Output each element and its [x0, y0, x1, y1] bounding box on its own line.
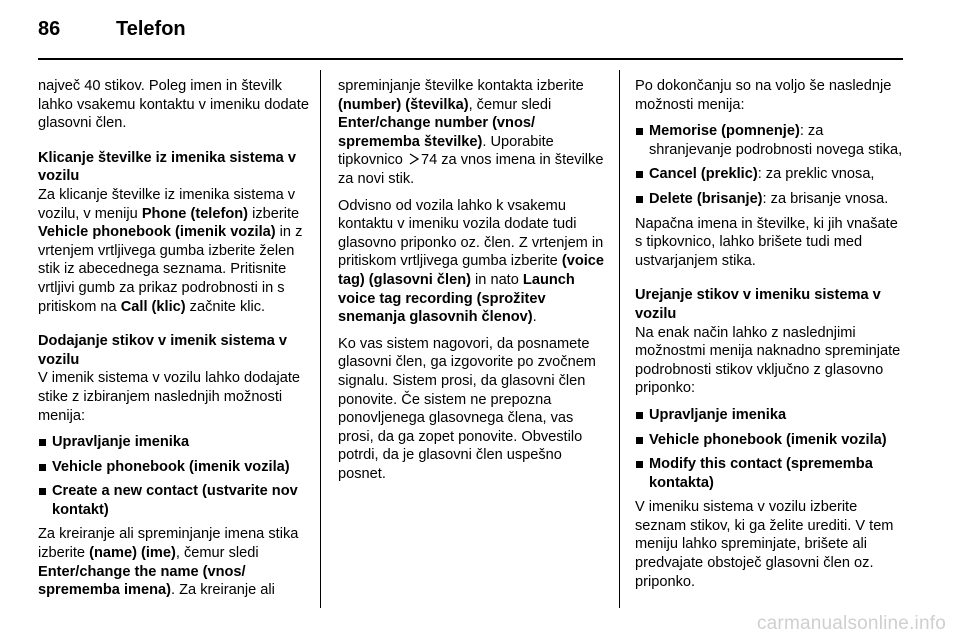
list-item: Vehicle phonebook (imenik vozila) [38, 458, 310, 477]
paragraph: Ko vas sistem nagovori, da posnamete glasovni člen, ga izgovorite po zvočnem signalu. Sistem prosi, da glasovni člen ponovite. Če sistem ne prepozna ponovljenega glasovnega člena, vas prosi, da ga zopet ponovite. Obvestilo potrdi, da je glasovni člen uspešno posnet. [338, 335, 596, 482]
list-item: Upravljanje imenika [635, 406, 907, 425]
list-item: Upravljanje imenika [38, 433, 310, 452]
menu-path-list [38, 433, 310, 519]
paragraph: Na enak način lahko z naslednjimi možnostmi menija naknadno spreminjate podrobnosti stikov vključno z glasovno priponko: [635, 324, 901, 397]
section-heading: Urejanje stikov v imeniku sistema v vozilu [635, 287, 881, 322]
paragraph: Odvisno od vozila lahko k vsakemu kontaktu v imeniku vozila dodate tudi glasovno priponko oz. člen. Z vrtenjem in pritiskom vrtljivega gumba izberite (voice tag) (glasovni člen) in nato Launch voice tag recording (sprožitev snemanja glasovnih členov). [338, 197, 605, 326]
column-1 [38, 77, 310, 608]
list-item: Cancel (preklic): za preklic vnosa, [635, 165, 907, 184]
list-item: Delete (brisanje): za brisanje vnosa. [635, 190, 907, 209]
options-list [635, 122, 907, 208]
list-item: Create a new contact (ustvarite nov kontakt) [38, 482, 310, 519]
paragraph: V imenik sistema v vozilu lahko dodajate stike z izbiranjem naslednjih možnosti menija: [38, 370, 301, 424]
paragraph: Za kreiranje ali spreminjanje imena stika izberite (name) (ime), čemur sledi Enter/change the name (vnos/ sprememba imena). Za kreiranje ali [38, 526, 299, 599]
menu-path-list [635, 406, 907, 492]
paragraph: spreminjanje številke kontakta izberite (number) (številka), čemur sledi Enter/change number (vnos/ sprememba številke). Uporabite tipkovnico 74 za vnos imena in številke za novi stik. [338, 78, 604, 187]
page-number: 86 [38, 18, 61, 40]
section-heading: Klicanje številke iz imenika sistema v vozilu [38, 149, 296, 185]
column-divider-1 [320, 70, 321, 608]
header-rule [38, 58, 903, 60]
paragraph: Napačna imena in številke, ki jih vnašate s tipkovnico, lahko brišete tudi med ustvarjanjem stika. [635, 215, 898, 269]
paragraph: največ 40 stikov. Poleg imen in številk lahko vsakemu kontaktu v imeniku dodate glasovni člen. [38, 78, 309, 132]
page-reference-arrow-icon [409, 153, 419, 165]
column-divider-2 [619, 70, 620, 608]
paragraph: Za klicanje številke iz imenika sistema v vozilu, v meniju Phone (telefon) izberite Vehicle phonebook (imenik vozila) in z vrtenjem vrtljivega gumba izberite želen stik iz abecednega seznama. Pritisnite vrtljivi gumb za prikaz podrobnosti in s pritiskom na Call (klic) začnite klic. [38, 186, 303, 315]
list-item: Modify this contact (sprememba kontakta) [635, 455, 907, 492]
list-item: Memorise (pomnenje): za shranjevanje podrobnosti novega stika, [635, 122, 907, 159]
section-heading: Dodajanje stikov v imenik sistema v vozilu [38, 333, 288, 368]
column-3 [635, 77, 907, 599]
column-2 [338, 77, 610, 491]
paragraph: Po dokončanju so na voljo še naslednje možnosti menija: [635, 78, 892, 113]
watermark: carmanualsonline.info [756, 613, 946, 634]
list-item: Vehicle phonebook (imenik vozila) [635, 431, 907, 450]
paragraph: V imeniku sistema v vozilu izberite seznam stikov, ki ga želite urediti. V tem meniju lahko spreminjate, brišete ali predvajate obstoječ glasovni člen oz. priponko. [635, 499, 894, 590]
chapter-title: Telefon [116, 18, 186, 40]
